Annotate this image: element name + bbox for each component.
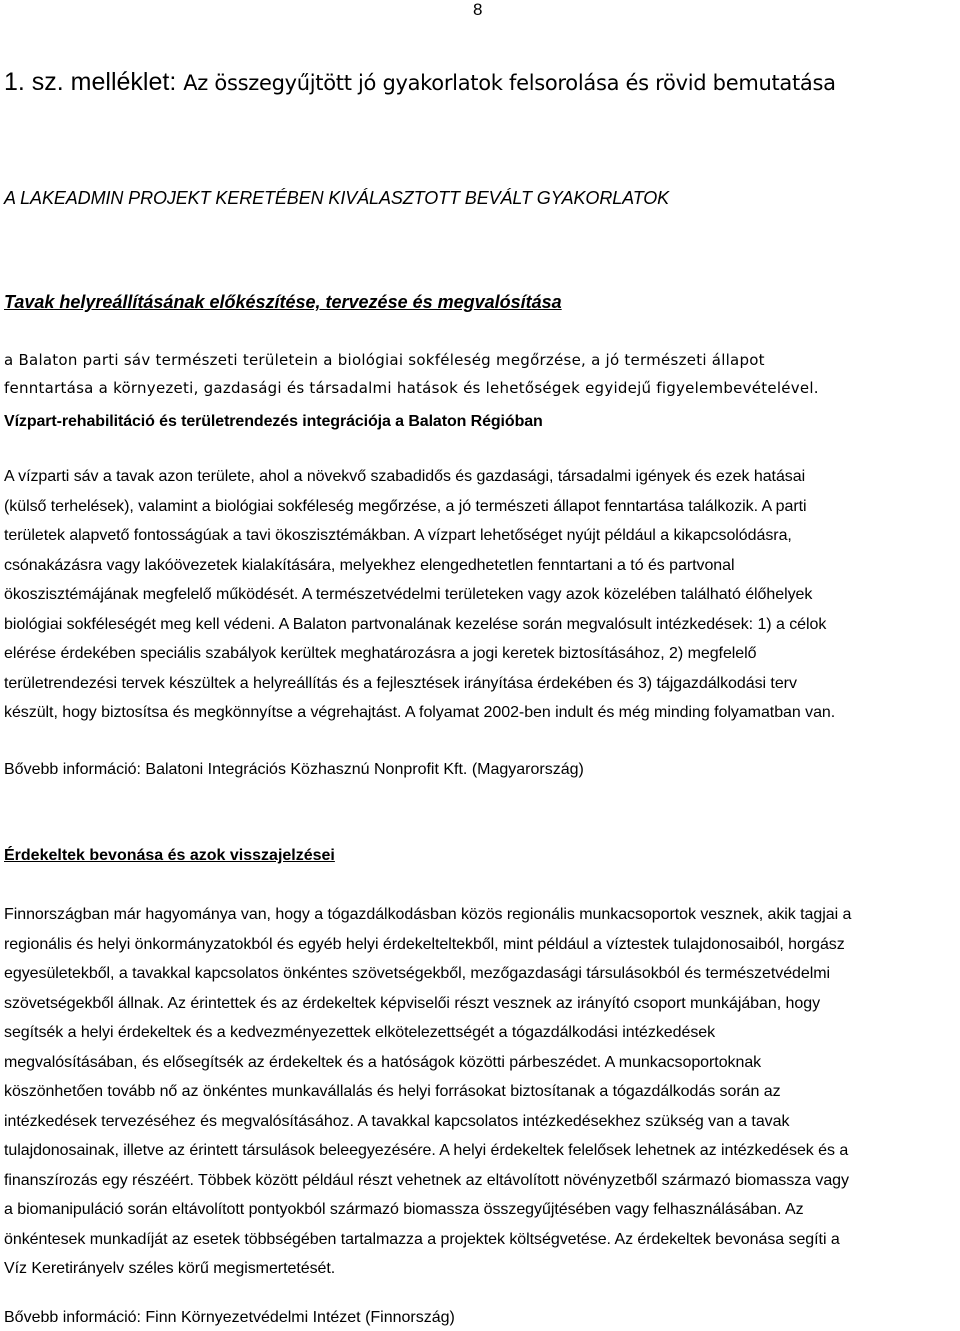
goal-line: a Balaton parti sáv természeti területein a biológiai sokféleség megőrzése, a jó természeti állapot [4,351,765,369]
paragraph-line: készült, hogy biztosítsa és megkönnyítse a végrehajtást. A folyamat 2002-ben indult és még minding folyamatban van. [4,704,836,721]
paragraph-line: egyesületekből, a tavakkal kapcsolatos önkéntes szövetségekből, mezőgazdasági társulásokból és természetvédelmi [4,965,831,982]
practice-1-paragraph [4,462,960,728]
practice-2-info: Bővebb információ: Finn Környezetvédelmi Intézet (Finnország) [4,1309,455,1326]
practice-1-heading: Vízpart-rehabilitáció és területrendezés integrációja a Balaton Régióban [4,413,543,430]
paragraph-line: területrendezési tervek készültek a helyreállítás és a fejlesztések irányítása érdekében és 3) tájgazdálkodási terv [4,674,797,692]
paragraph-line: Víz Keretirányelv széles körű megismertetését. [4,1260,336,1277]
paragraph-line: a biomanipuláció során eltávolított pontyokból származó biomassza összegyűjtésében vagy felhasználásában. Az [4,1201,804,1218]
practice-1-info: Bővebb információ: Balatoni Integrációs Közhasznú Nonprofit Kft. (Magyarország) [4,761,584,778]
title-rest: Az összegyűjtött jó gyakorlatok felsorolása és rövid bemutatása [183,71,836,95]
paragraph-line: Finnországban már hagyománya van, hogy a tógazdálkodásban közös regionális munkacsoportok vesznek, akik tagjai a [4,906,852,923]
paragraph-line: biológiai sokféleségét meg kell védeni. A Balaton partvonalának kezelése során megvalósult intézkedések: 1) a célok [4,615,827,633]
section-heading: A LAKEADMIN PROJEKT KERETÉBEN KIVÁLASZTOTT BEVÁLT GYAKORLATOK [4,188,670,208]
paragraph-line: elérése érdekében speciális szabályok kerültek meghatározásra a jogi keretek biztosításához, 2) megfelelő [4,645,757,662]
paragraph-line: ökoszisztémájának megfelelő működését. A természetvédelmi területeken vagy azok közelében található élőhelyek [4,586,813,603]
subsection-heading: Tavak helyreállításának előkészítése, tervezése és megvalósítása [4,292,562,312]
paragraph-line: csónakázásra vagy lakóövezetek kialakítására, melyekhez elengedhetetlen fenntartani a tó és partvonal [4,556,735,574]
paragraph-line: A vízparti sáv a tavak azon területe, ahol a növekvő szabadidős és gazdasági, társadalmi igények és ezek hatásai [4,468,806,485]
goal-description [4,346,960,402]
goal-line: fenntartása a környezeti, gazdasági és társadalmi hatások és lehetőségek egyidejű figyelembevételével. [4,379,819,397]
paragraph-line: regionális és helyi önkormányzatokból és egyéb helyi érdekelteltekből, mint például a víztestek tulajdonosaiból, horgász [4,935,845,953]
paragraph-line: intézkedések tervezéséhez és megvalósításához. A tavakkal kapcsolatos intézkedésekhez szükség van a tavak [4,1112,790,1130]
paragraph-line: finanszírozás egy részéért. Többek között például részt vehetnek az eltávolított növényzetből származó biomassza vagy [4,1171,849,1189]
paragraph-line: segítsék a helyi érdekeltek és a kedvezményezettek elkötelezettségét a tógazdálkodási intézkedések [4,1024,716,1041]
title-prefix: 1. sz. melléklet: [4,68,184,96]
paragraph-line: önkéntesek munkadíját az esetek többségében tartalmazza a projektek költségvetése. Az érdekeltek bevonása segíti a [4,1230,840,1248]
paragraph-line: szövetségekből állnak. Az érintettek és az érdekeltek képviselői részt vesznek az irányító csoport munkájában, hogy [4,994,821,1012]
paragraph-line: köszönhetően tovább nő az önkéntes munkavállalás és helyi forrásokat biztosítanak a tógazdálkodás során az [4,1083,781,1100]
practice-2-heading: Érdekeltek bevonása és azok visszajelzései [4,847,335,864]
paragraph-line: megvalósításában, és elősegítsék az érdekeltek és a hatóságok közötti párbeszédet. A munkacsoportoknak [4,1053,762,1071]
paragraph-line: területek alapvető fontosságúak a tavi ökoszisztémákban. A vízpart lehetőséget nyújt például a kikapcsolódásra, [4,527,792,544]
page-number: 8 [473,0,483,19]
paragraph-line: tulajdonosainak, illetve az érintett társulások beleegyezésére. A helyi érdekeltek felelősek lehetnek az intézkedések és a [4,1142,849,1159]
paragraph-line: (külső terhelések), valamint a biológiai sokféleség megőrzése, a jó természeti állapot fenntartása találkozik. A parti [4,497,807,515]
practice-2-paragraph [4,900,960,1284]
page-title [4,66,960,99]
